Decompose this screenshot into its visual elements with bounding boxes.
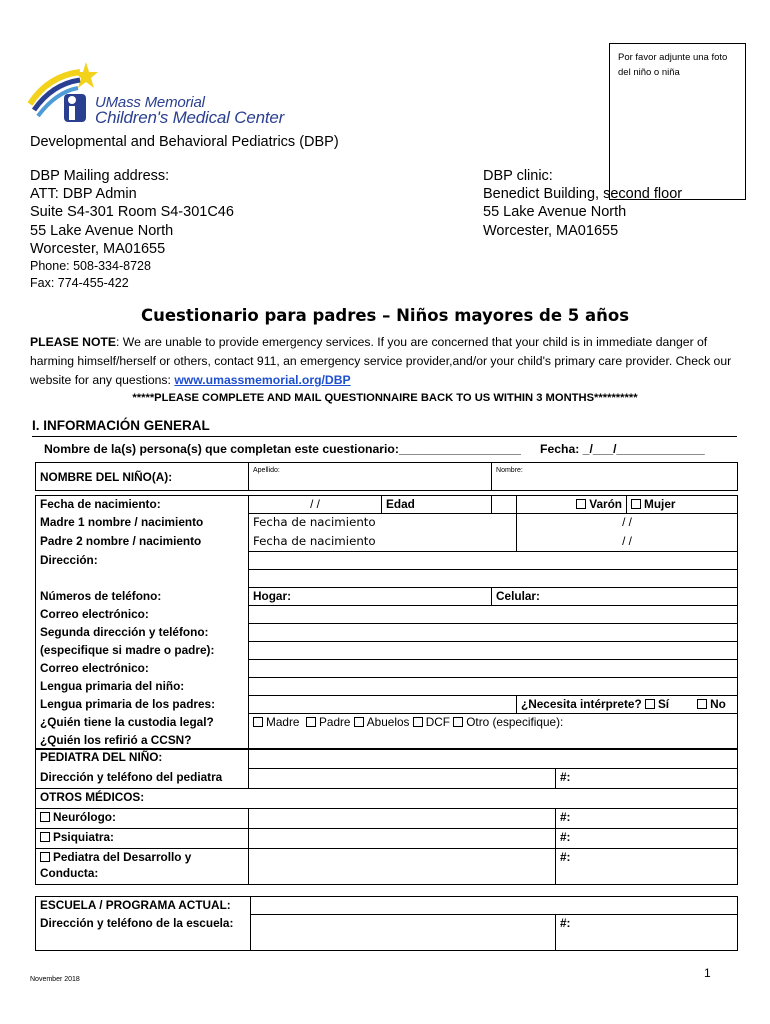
clinic-address xyxy=(483,167,682,240)
varon-checkbox[interactable]: Varón xyxy=(517,496,627,514)
hogar-field[interactable]: Hogar: xyxy=(249,588,492,606)
neurologo-phone-field[interactable]: #: xyxy=(556,809,738,829)
birth-date-field[interactable]: / / xyxy=(249,496,382,514)
clinic-line: 55 Lake Avenue North xyxy=(483,204,627,221)
correo2-field[interactable] xyxy=(249,660,738,678)
mail-back-notice: *****PLEASE COMPLETE AND MAIL QUESTIONNAIRE BACK TO US WITHIN 3 MONTHS********** xyxy=(132,392,638,404)
date-field[interactable]: Fecha: _/___/_____________ xyxy=(540,442,705,456)
madre-label: Madre 1 nombre / nacimiento xyxy=(36,514,249,533)
desarrollo-field[interactable] xyxy=(249,849,556,885)
otros-medicos-label: OTROS MÉDICOS: xyxy=(36,789,738,809)
lengua-nino-label: Lengua primaria del niño: xyxy=(36,678,249,696)
padre-label: Padre 2 nombre / nacimiento xyxy=(36,533,249,552)
otro-checkbox[interactable] xyxy=(453,717,463,727)
pediatra-label: PEDIATRA DEL NIÑO: xyxy=(36,749,249,769)
mailing-line: 55 Lake Avenue North xyxy=(30,222,174,239)
dcf-checkbox[interactable] xyxy=(413,717,423,727)
department-name: Developmental and Behavioral Pediatrics (DBP) xyxy=(30,134,339,150)
nombre-field[interactable]: Nombre: xyxy=(492,463,738,491)
section1-heading: I. INFORMACIÓN GENERAL xyxy=(32,418,210,433)
correo-field[interactable] xyxy=(249,606,738,624)
abuelos-checkbox[interactable] xyxy=(354,717,364,727)
doctors-table xyxy=(35,748,738,885)
umass-star-logo xyxy=(28,60,98,126)
segunda-field-2[interactable] xyxy=(249,642,738,660)
madre-birth-field[interactable]: Fecha de nacimiento xyxy=(249,514,517,533)
lengua-padres-field[interactable] xyxy=(249,696,517,714)
please-note xyxy=(30,333,740,390)
mailing-address xyxy=(30,167,234,258)
padre-birth-field[interactable]: Fecha de nacimiento xyxy=(249,533,517,552)
desarrollo-phone-field[interactable]: #: xyxy=(556,849,738,885)
escuela-address-field[interactable] xyxy=(251,915,556,951)
footer-date: November 2018 xyxy=(30,976,80,983)
desarrollo-row: Pediatra del Desarrollo y Conducta: xyxy=(36,849,249,885)
school-table xyxy=(35,896,738,951)
interprete-row: ¿Necesita intérprete? Sí No xyxy=(517,696,738,714)
mailing-line: Suite S4-301 Room S4-301C46 xyxy=(30,204,234,221)
website-link[interactable]: www.umassmemorial.org/DBP xyxy=(174,373,351,387)
edad-field[interactable]: Edad xyxy=(382,496,492,514)
madre-checkbox[interactable] xyxy=(253,717,263,727)
direccion-field[interactable] xyxy=(249,552,738,570)
psiquiatra-row: Psiquiatra: xyxy=(36,829,249,849)
custodia-options: Madre Padre Abuelos DCF Otro (especifique): xyxy=(249,714,738,732)
correo-label: Correo electrónico: xyxy=(36,606,249,624)
general-info-table xyxy=(35,462,738,750)
referido-field[interactable] xyxy=(249,732,738,750)
pediatra-field[interactable] xyxy=(249,769,556,789)
madre-date-slashes[interactable]: / / xyxy=(517,514,738,533)
escuela-phone-field[interactable]: #: xyxy=(556,915,738,951)
completed-by-field[interactable]: Nombre de la(s) persona(s) que completan este cuestionario:__________________ xyxy=(44,442,521,456)
clinic-line: Benedict Building, second floor xyxy=(483,186,683,203)
escuela-label: ESCUELA / PROGRAMA ACTUAL: xyxy=(36,897,251,915)
segunda-label-1: Segunda dirección y teléfono: xyxy=(36,624,249,642)
phone: Phone: 508-334-8728 xyxy=(30,259,151,273)
clinic-line: Worcester, MA01655 xyxy=(483,222,619,239)
neurologo-checkbox[interactable] xyxy=(40,812,50,822)
padre-date-slashes[interactable]: / / xyxy=(517,533,738,552)
telefonos-label: Números de teléfono: xyxy=(36,588,249,606)
celular-field[interactable]: Celular: xyxy=(492,588,738,606)
mailing-line: Worcester, MA01655 xyxy=(30,240,166,257)
mailing-line: DBP Mailing address: xyxy=(30,168,170,184)
clinic-line: DBP clinic: xyxy=(483,168,553,184)
neurologo-row: Neurólogo: xyxy=(36,809,249,829)
psiquiatra-field[interactable] xyxy=(249,829,556,849)
no-checkbox[interactable] xyxy=(697,699,707,709)
escuela-field[interactable] xyxy=(251,897,738,915)
neurologo-field[interactable] xyxy=(249,809,556,829)
mailing-line: ATT: DBP Admin xyxy=(30,186,137,203)
lengua-padres-label: Lengua primaria de los padres: xyxy=(36,696,249,714)
desarrollo-checkbox[interactable] xyxy=(40,852,50,862)
custodia-label: ¿Quién tiene la custodia legal? xyxy=(36,714,249,732)
birth-label: Fecha de nacimiento: xyxy=(36,496,249,514)
psiquiatra-phone-field[interactable]: #: xyxy=(556,829,738,849)
note-text: : We are unable to provide emergency services. If you are concerned that your child is in immediate danger of harming himself/herself or others, contact 911, an emergency service provider,and/or your child's primary care provider. Check our website for any questions: xyxy=(30,335,732,387)
contact-numbers xyxy=(30,258,151,291)
lengua-nino-field[interactable] xyxy=(249,678,738,696)
section-divider xyxy=(32,436,737,437)
correo2-label: Correo electrónico: xyxy=(36,660,249,678)
apellido-field[interactable]: Apellido: xyxy=(249,463,492,491)
segunda-label-2: (especifique si madre o padre): xyxy=(36,642,249,660)
fax: Fax: 774-455-422 xyxy=(30,275,129,290)
psiquiatra-checkbox[interactable] xyxy=(40,832,50,842)
note-label: PLEASE NOTE xyxy=(30,335,117,349)
photo-note: Por favor adjunte una foto del niño o niña xyxy=(618,52,728,78)
dir-pediatra-label: Dirección y teléfono del pediatra xyxy=(36,769,249,789)
direccion-label: Dirección: xyxy=(36,552,249,570)
logo-line1: UMass Memorial xyxy=(95,94,205,111)
si-checkbox[interactable] xyxy=(645,699,655,709)
page-number: 1 xyxy=(704,966,711,980)
child-name-label: NOMBRE DEL NIÑO(A): xyxy=(36,463,249,491)
padre-checkbox[interactable] xyxy=(306,717,316,727)
mujer-checkbox[interactable]: Mujer xyxy=(627,496,738,514)
referido-label: ¿Quién los refirió a CCSN? xyxy=(36,732,249,750)
dir-escuela-label: Dirección y teléfono de la escuela: xyxy=(36,915,251,951)
logo-line2: Children's Medical Center xyxy=(95,108,285,127)
page-title: Cuestionario para padres – Niños mayores de 5 años xyxy=(140,306,630,325)
pediatra-phone-field[interactable]: #: xyxy=(556,769,738,789)
segunda-field[interactable] xyxy=(249,624,738,642)
direccion-field-2[interactable] xyxy=(249,570,738,588)
